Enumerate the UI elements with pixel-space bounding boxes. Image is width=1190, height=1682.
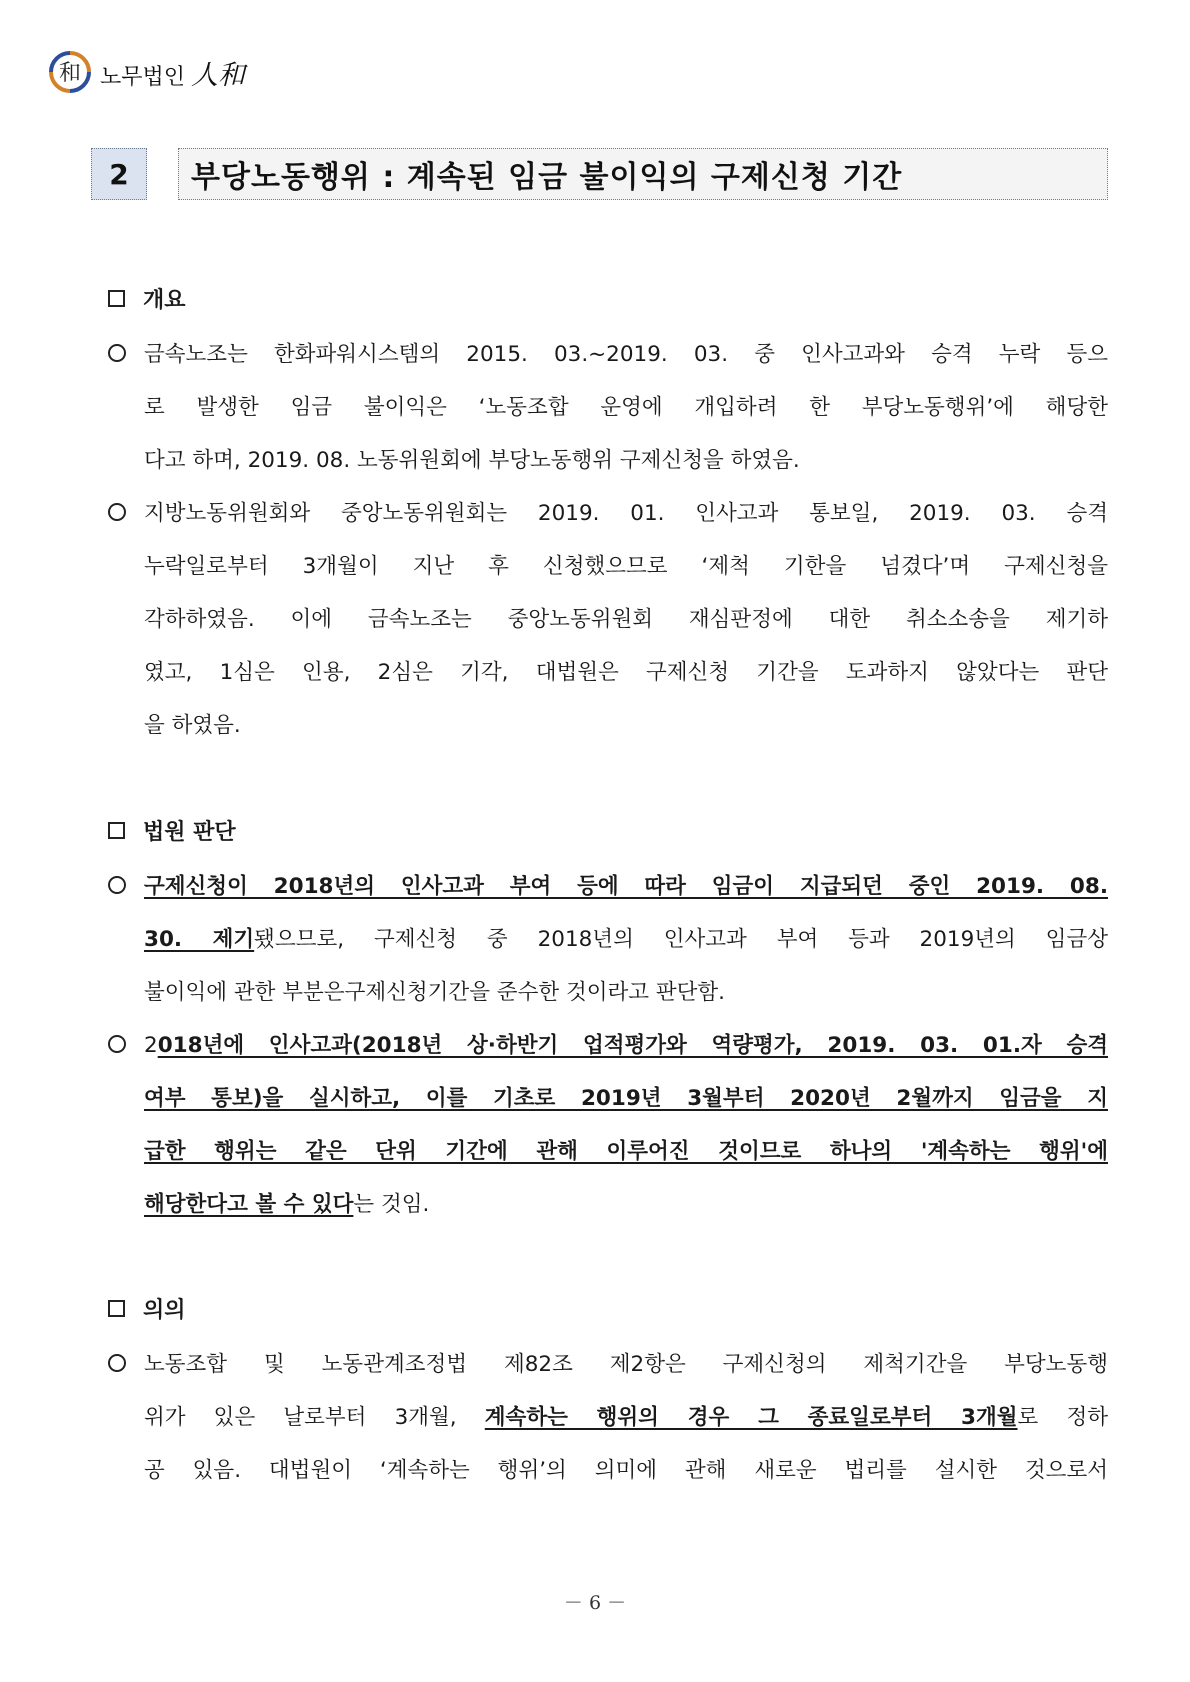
text-line: 각하하였음. 이에 금속노조는 중앙노동위원회 재심판정에 대한 취소소송을 제기하 [144,607,1108,632]
text-line: 을 하였음. [144,713,241,738]
plain-text: 위가 있은 날로부터 3개월, [144,1405,485,1430]
circle-bullet-icon [108,1035,126,1053]
text-line: 로 발생한 임금 불이익은 ‘노동조합 운영에 개입하려 한 부당노동행위’에 해당한 [144,395,1108,420]
significance-heading [108,1293,186,1324]
text-line: 노동조합 및 노동관계조정법 제82조 제2항은 구제신청의 제척기간을 부당노동행 [144,1352,1108,1377]
significance-heading-text: 의의 [143,1298,186,1323]
circle-bullet-icon [108,1354,126,1372]
firm-name: 노무법인 [100,64,186,90]
court-heading-text: 법원 판단 [143,820,236,845]
text-line: 지방노동위원회와 중앙노동위원회는 2019. 01. 인사고과 통보일, 2019. 03. 승격 [144,501,1108,526]
firm-hanja: 人和 [191,59,246,91]
plain-text: 는 것임. [353,1192,430,1217]
page-number: － 6 － [563,1592,627,1614]
text-line: 여부 통보)을 실시하고, 이를 기초로 2019년 3월부터 2020년 2월까지 임금을 지 [144,1086,1108,1111]
circle-bullet-icon [108,876,126,894]
circle-bullet-icon [108,344,126,362]
court-heading [108,815,236,846]
emphasis-text: 018년에 인사고과(2018년 상·하반기 업적평가와 역량평가, 2019. 03. 01.자 승격 [157,1033,1108,1058]
emphasis-text: 30. 제기 [144,927,255,952]
text-line: 공 있음. 대법원이 ‘계속하는 행위’의 의미에 관해 새로운 법리를 설시한 것으로서 [144,1458,1108,1483]
text-line: 였고, 1심은 인용, 2심은 기각, 대법원은 구제신청 기간을 도과하지 않았다는 판단 [144,660,1108,685]
plain-text: 2 [144,1033,158,1058]
text-line [144,1033,1108,1059]
section-number: 2 [91,148,147,200]
overview-heading [108,283,186,314]
firm-emblem-icon [48,50,92,94]
text-line: 다고 하며, 2019. 08. 노동위원회에 부당노동행위 구제신청을 하였음. [144,448,800,473]
text-line [144,1405,1108,1431]
text-line [144,927,1108,953]
overview-heading-text: 개요 [143,288,186,313]
plain-text: 됐으므로, 구제신청 중 2018년의 인사고과 부여 등과 2019년의 임금상 [254,927,1108,952]
square-bullet-icon [108,1300,125,1317]
svg-text:和: 和 [58,61,82,86]
text-line: 급한 행위는 같은 단위 기간에 관해 이루어진 것이므로 하나의 '계속하는 행위'에 [144,1139,1108,1164]
firm-logo [48,50,245,94]
section-title: 부당노동행위 : 계속된 임금 불이익의 구제신청 기간 [178,148,1108,200]
square-bullet-icon [108,290,125,307]
text-line: 구제신청이 2018년의 인사고과 부여 등에 따라 임금이 지급되던 중인 2019. 08. [144,874,1108,899]
emphasis-text: 해당한다고 볼 수 있다 [144,1192,354,1217]
square-bullet-icon [108,822,125,839]
text-line: 금속노조는 한화파워시스템의 2015. 03.~2019. 03. 중 인사고과와 승격 누락 등으 [144,342,1108,367]
text-line [144,1192,1108,1218]
plain-text: 로 정하 [1017,1405,1108,1430]
emphasis-text: 계속하는 행위의 경우 그 종료일로부터 3개월 [484,1405,1018,1430]
text-line: 불이익에 관한 부분은구제신청기간을 준수한 것이라고 판단함. [144,980,726,1005]
circle-bullet-icon [108,503,126,521]
text-line: 누락일로부터 3개월이 지난 후 신청했으므로 ‘제척 기한을 넘겼다’며 구제신청을 [144,554,1108,579]
